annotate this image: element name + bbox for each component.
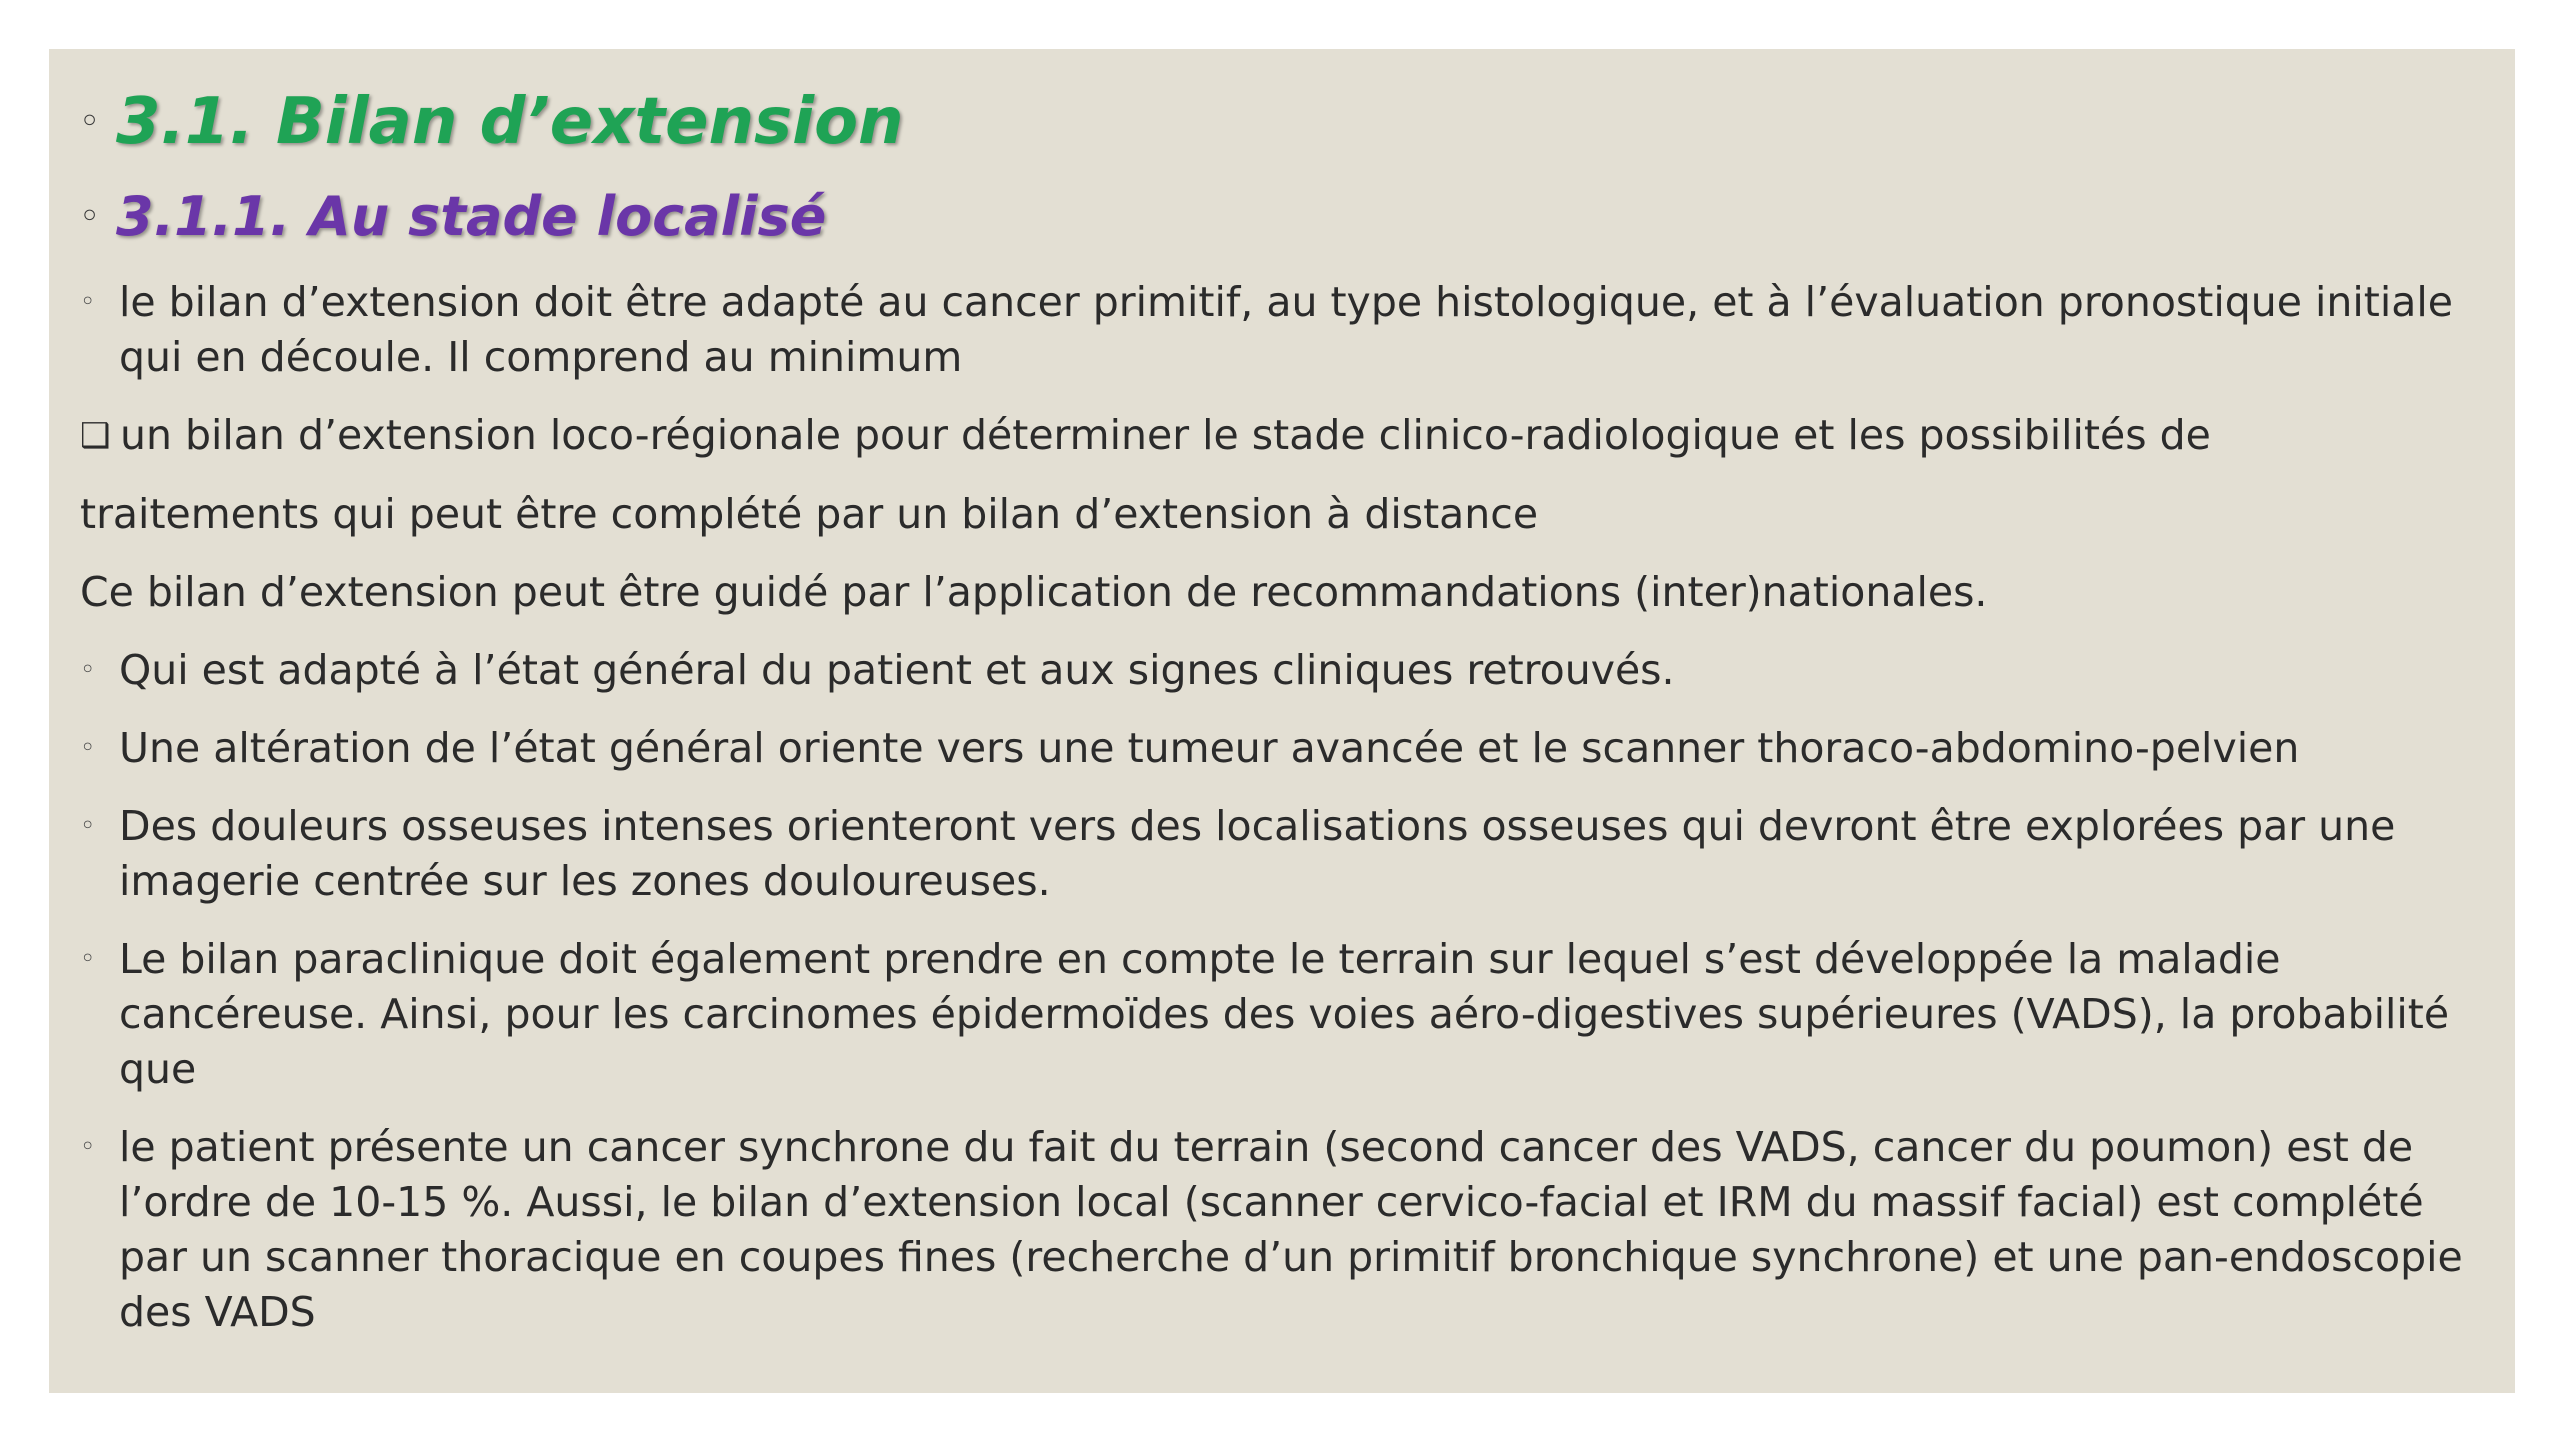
- list-item: [80, 643, 2500, 698]
- square-bullet-icon: ❑: [80, 416, 111, 456]
- list-item-text: Le bilan paraclinique doit également prendre en compte le terrain sur lequel s’est développée la maladie cancéreuse. Ainsi, pour les carcinomes épidermoïdes des voies aéro-digestives supérieures (VADS), la probabilité que: [119, 935, 2450, 1093]
- bullet-icon: ◦: [80, 655, 96, 685]
- bullet-icon: ◦: [80, 733, 96, 763]
- bullet-icon: ◦: [80, 104, 100, 139]
- plain-line: [80, 565, 2500, 620]
- continuation-line: [80, 487, 2500, 542]
- section-heading-text: 3.1. Bilan d’extension: [116, 85, 904, 159]
- bullet-icon: ◦: [80, 287, 96, 317]
- section-heading: [80, 77, 2500, 167]
- list-item: [80, 1120, 2500, 1340]
- list-item-text: Une altération de l’état général oriente vers une tumeur avancée et le scanner thoraco-abdomino-pelvien: [119, 724, 2300, 772]
- bullet-icon: ◦: [80, 811, 96, 841]
- list-item-text: le patient présente un cancer synchrone du fait du terrain (second cancer des VADS, cancer du poumon) est de l’ordre de 10-15 %. Aussi, le bilan d’extension local (scanner cervico-facial et IRM du massif facial) est complété par un scanner thoracique en coupes fines (recherche d’un primitif bronchique synchrone) et une pan-endoscopie des VADS: [119, 1123, 2463, 1336]
- continuation-line-text: traitements qui peut être complété par un bilan d’extension à distance: [80, 490, 1539, 538]
- list-item: [80, 932, 2500, 1097]
- list-item-text: Des douleurs osseuses intenses orienteront vers des localisations osseuses qui devront être explorées par une imagerie centrée sur les zones douloureuses.: [119, 802, 2396, 905]
- bullet-icon: ◦: [80, 944, 96, 974]
- list-item-text: Qui est adapté à l’état général du patient et aux signes cliniques retrouvés.: [119, 646, 1675, 694]
- slide: [49, 49, 2515, 1393]
- subsection-heading-text: 3.1.1. Au stade localisé: [116, 185, 827, 248]
- list-item-text: le bilan d’extension doit être adapté au cancer primitif, au type histologique, et à l’évaluation pronostique initiale qui en découle. Il comprend au minimum: [119, 278, 2453, 381]
- list-item: [80, 721, 2500, 776]
- bullet-icon: ◦: [80, 1132, 96, 1162]
- subsection-heading: [80, 167, 2500, 267]
- plain-line-text: Ce bilan d’extension peut être guidé par l’application de recommandations (inter)nationales.: [80, 568, 1988, 616]
- checkbox-line: [80, 408, 2500, 464]
- checkbox-line-text: un bilan d’extension loco-régionale pour déterminer le stade clinico-radiologique et les possibilités de: [120, 411, 2211, 459]
- slide-content: [80, 77, 2500, 1340]
- list-item: [80, 799, 2500, 909]
- list-item: [80, 275, 2500, 385]
- bullet-icon: ◦: [80, 199, 100, 234]
